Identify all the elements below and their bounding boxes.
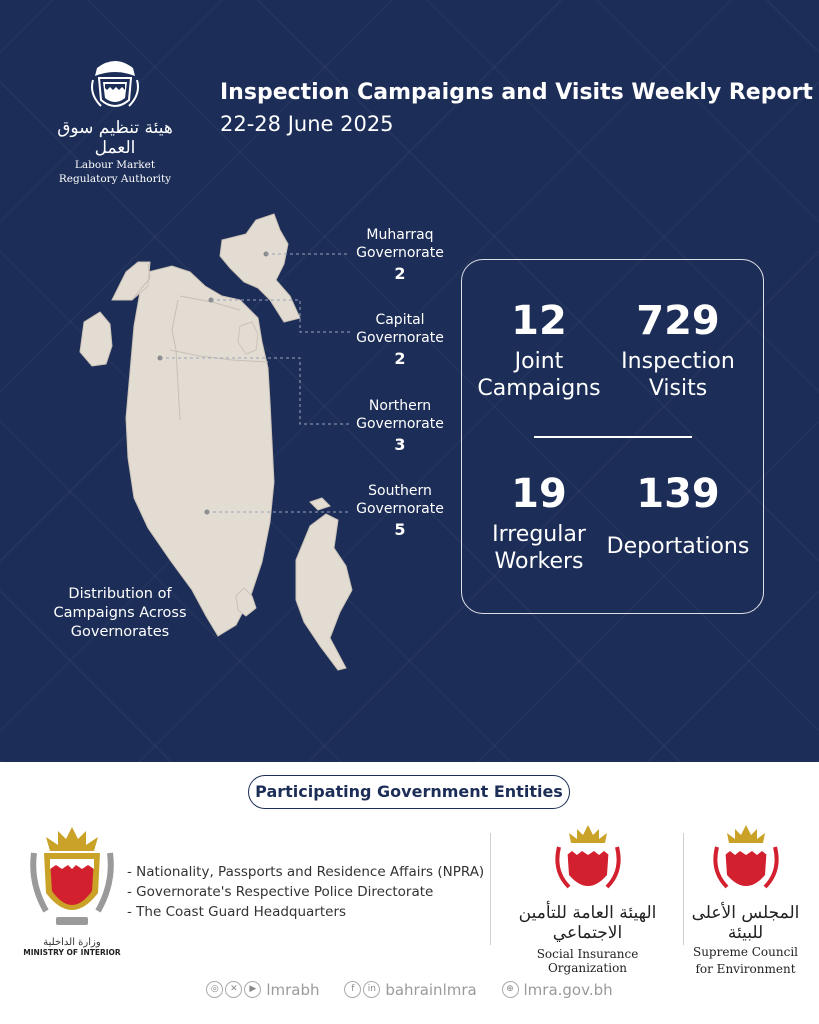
governorate-campaign-count: 5: [394, 520, 406, 539]
sce-emblem-icon: [711, 823, 781, 895]
website-link[interactable]: lmra.gov.bh: [523, 980, 613, 999]
governorate-northern: [330, 397, 470, 454]
stat-value: 139: [636, 471, 720, 517]
sce-name-english-line1: Supreme Council: [692, 945, 799, 959]
governorate-southern: [330, 482, 470, 539]
governorate-name-line1: Southern: [368, 483, 432, 499]
governorate-name-line2: Governorate: [356, 501, 444, 517]
sio-name-english: Social Insurance Organization: [536, 947, 639, 975]
social-handle[interactable]: bahrainlmra: [385, 980, 477, 999]
report-date-range: 22-28 June 2025: [220, 112, 394, 136]
stat-label: Joint Campaigns: [477, 349, 601, 401]
governorate-campaign-count: 3: [394, 435, 406, 454]
stat-value: 19: [511, 471, 567, 517]
list-item: - Nationality, Passports and Residence Affairs (NPRA): [127, 862, 484, 882]
governorate-campaign-count: 2: [394, 349, 406, 368]
social-handle[interactable]: lmrabh: [266, 980, 320, 999]
list-item: - Governorate's Respective Police Directorate: [127, 882, 484, 902]
stat-irregular-workers: [464, 471, 614, 575]
stat-deportations: [603, 471, 753, 560]
youtube-icon[interactable]: ▶: [244, 981, 261, 998]
sio-name-arabic: الهيئة العامة للتأمين الاجتماعي: [518, 903, 657, 943]
moi-logo: [22, 823, 122, 957]
map-caption-line1: Distribution of: [68, 586, 172, 602]
governorate-name-line2: Governorate: [356, 330, 444, 346]
participating-heading: Participating Government Entities: [248, 775, 570, 809]
social-group-lmrabh: [206, 980, 319, 999]
stat-value: 12: [511, 298, 567, 344]
moi-name-arabic: وزارة الداخلية: [43, 937, 101, 948]
stat-label: Inspection Visits: [621, 349, 735, 401]
stat-label: Deportations: [606, 534, 750, 559]
governorate-campaign-count: 2: [394, 264, 406, 283]
moi-name-english: MINISTRY OF INTERIOR: [23, 948, 121, 957]
sce-name-english-line2: for Environment: [695, 962, 796, 976]
divider: [683, 833, 684, 945]
social-footer: [0, 980, 819, 999]
stat-label: Irregular Workers: [492, 522, 586, 574]
sce-logo: [688, 823, 803, 977]
stat-inspection-visits: [603, 298, 753, 402]
instagram-icon[interactable]: ◎: [206, 981, 223, 998]
moi-emblem-icon: [26, 823, 118, 933]
list-item: - The Coast Guard Headquarters: [127, 902, 484, 922]
sce-name-arabic: المجلس الأعلى للبيئة: [691, 903, 800, 943]
entities-list: [127, 862, 484, 922]
facebook-icon[interactable]: f: [344, 981, 361, 998]
stats-divider: [534, 436, 692, 438]
map-caption-line3: Governorates: [70, 624, 170, 640]
lmra-name-english-line1: Labour Market: [74, 159, 156, 171]
governorate-name-line1: Northern: [368, 398, 432, 414]
map-caption-line2: Campaigns Across: [53, 605, 187, 621]
x-icon[interactable]: ✕: [225, 981, 242, 998]
linkedin-icon[interactable]: in: [363, 981, 380, 998]
stat-joint-campaigns: [464, 298, 614, 402]
stat-value: 729: [636, 298, 720, 344]
governorate-name-line2: Governorate: [356, 416, 444, 432]
governorate-name-line2: Governorate: [356, 245, 444, 261]
main-island: [126, 266, 274, 636]
sio-logo: [500, 823, 675, 975]
lmra-name-arabic: هيئة تنظيم سوق العمل: [57, 118, 173, 158]
governorate-capital: [330, 311, 470, 368]
sio-emblem-icon: [553, 823, 623, 895]
report-title: Inspection Campaigns and Visits Weekly Report: [220, 80, 813, 105]
globe-icon[interactable]: ⊕: [502, 981, 519, 998]
divider: [490, 833, 491, 945]
map-caption: [40, 585, 200, 642]
lmra-name-english-line2: Regulatory Authority: [58, 173, 172, 185]
governorate-name-line1: Muharraq: [366, 227, 434, 243]
stats-panel: [461, 259, 764, 614]
umm-nasan-island: [80, 312, 112, 366]
social-group-website: [502, 980, 613, 999]
governorate-name-line1: Capital: [375, 312, 425, 328]
small-island: [310, 498, 330, 510]
social-group-bahrainlmra: [344, 980, 476, 999]
governorate-muharraq: [330, 226, 470, 283]
